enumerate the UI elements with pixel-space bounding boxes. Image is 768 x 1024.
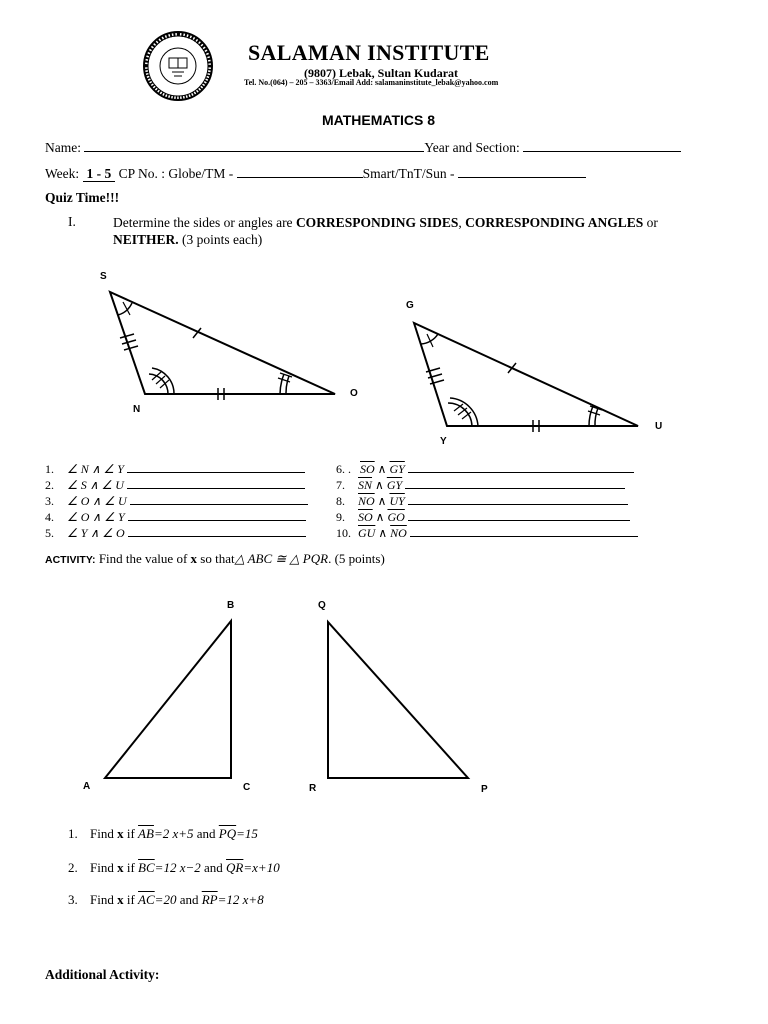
variable-x: x	[117, 860, 124, 875]
vertex-a-label: A	[83, 781, 91, 792]
and-text: and	[196, 826, 216, 841]
activity-text: Find the value of	[98, 551, 188, 566]
item-operator: ∧	[377, 462, 387, 476]
segment-b: $\overline{GO}$	[387, 510, 405, 524]
institute-seal-logo	[142, 30, 214, 102]
vertex-o-label: O	[350, 388, 358, 399]
find-text: Find	[90, 860, 114, 875]
answer-blank[interactable]	[405, 478, 625, 489]
smart-blank[interactable]	[458, 165, 586, 178]
institute-title: SALAMAN INSTITUTE	[248, 40, 490, 65]
item-number: 1.	[45, 462, 54, 476]
answer-blank[interactable]	[127, 462, 305, 473]
list-item	[68, 860, 280, 876]
item-number: 6. .	[336, 462, 351, 476]
vertex-r-label: R	[309, 783, 317, 794]
year-section-blank[interactable]	[523, 139, 681, 152]
activity-instruction	[45, 551, 385, 567]
cp-label: CP No. : Globe/TM -	[118, 166, 234, 181]
name-row	[45, 139, 681, 156]
segment-a: $\overline{SO}$	[358, 510, 373, 524]
segment-a: $\overline{SO}$	[360, 462, 375, 476]
item-number: 7.	[336, 478, 345, 492]
activity-label: ACTIVITY:	[45, 554, 96, 566]
item-text: ∠ O ∧ ∠ Y	[67, 510, 125, 524]
item-number: 1.	[68, 826, 78, 841]
segment-1: $\overline{AC}$	[138, 892, 155, 907]
segment-2: $\overline{RP}$	[201, 892, 218, 907]
segment-a: $\overline{SN}$	[358, 478, 373, 492]
item-number: 3.	[68, 892, 78, 907]
expression-1: =12 x−2	[154, 860, 201, 875]
item-operator: ∧	[378, 526, 388, 540]
item-operator: ∧	[375, 478, 384, 492]
neither-text: NEITHER.	[113, 232, 179, 247]
item-number: 2.	[68, 860, 78, 875]
corresponding-angles-text: CORRESPONDING ANGLES	[465, 215, 644, 230]
roman-numeral: I.	[68, 214, 76, 229]
answer-blank[interactable]	[408, 494, 628, 505]
vertex-n-label: N	[133, 404, 141, 415]
variable-x: x	[117, 826, 124, 841]
list-item	[68, 826, 258, 842]
segment-1: $\overline{BC}$	[138, 860, 155, 875]
item-number: 8.	[336, 494, 345, 508]
list-item	[336, 478, 625, 493]
item-number: 10.	[336, 526, 351, 540]
name-blank[interactable]	[84, 139, 424, 152]
list-item	[45, 462, 305, 477]
and-text: and	[204, 860, 223, 875]
expression-2: =15	[236, 826, 258, 841]
vertex-p-label: P	[481, 784, 488, 795]
quiz-heading: Quiz Time!!!	[45, 190, 120, 205]
answer-blank[interactable]	[410, 526, 638, 537]
cp-blank[interactable]	[237, 165, 363, 178]
answer-blank[interactable]	[128, 510, 306, 521]
activity-points: . (5 points)	[328, 551, 385, 566]
and-text: and	[179, 892, 199, 907]
list-item	[336, 526, 638, 541]
vertex-u-label: U	[655, 421, 663, 432]
vertex-q-label: Q	[318, 600, 326, 611]
smart-label: Smart/TnT/Sun -	[362, 166, 455, 181]
item-operator: ∧	[377, 494, 387, 508]
if-text: if	[126, 892, 135, 907]
item-number: 2.	[45, 478, 54, 492]
if-text: if	[126, 860, 135, 875]
expression-2: =12 x+8	[217, 892, 264, 907]
or-text: or	[646, 215, 658, 230]
variable-x: x	[117, 892, 124, 907]
if-text: if	[126, 826, 135, 841]
expression-1: =2 x+5	[153, 826, 194, 841]
list-item	[45, 478, 305, 493]
answer-blank[interactable]	[127, 478, 305, 489]
vertex-c-label: C	[243, 782, 251, 793]
week-label: Week:	[45, 166, 80, 181]
quiz-instruction	[113, 214, 733, 248]
expression-2: =x+10	[243, 860, 280, 875]
segment-a: $\overline{GU}$	[358, 526, 376, 540]
list-item	[45, 494, 308, 509]
find-text: Find	[90, 892, 114, 907]
points-text: (3 points each)	[182, 232, 263, 247]
instruction-text: Determine the sides or angles are	[113, 215, 293, 230]
triangle-qrp-diagram	[320, 612, 480, 787]
corresponding-sides-text: CORRESPONDING SIDES	[295, 215, 459, 230]
segment-1: $\overline{AB}$	[138, 826, 154, 841]
answer-blank[interactable]	[130, 494, 308, 505]
answer-blank[interactable]	[408, 510, 630, 521]
list-item	[336, 510, 630, 525]
find-text: Find	[90, 826, 114, 841]
segment-2: $\overline{QR}$	[226, 860, 244, 875]
item-text: ∠ O ∧ ∠ U	[67, 494, 127, 508]
vertex-b-label: B	[227, 600, 235, 611]
additional-activity-heading: Additional Activity:	[45, 967, 160, 982]
vertex-s-label: S	[100, 271, 107, 282]
activity-text-mid: so that	[200, 551, 235, 566]
list-item	[336, 462, 634, 477]
answer-blank[interactable]	[128, 526, 306, 537]
subject-title: MATHEMATICS 8	[322, 112, 436, 128]
vertex-y-label: Y	[440, 436, 447, 447]
item-text: ∠ Y ∧ ∠ O	[67, 526, 125, 540]
item-number: 4.	[45, 510, 54, 524]
answer-blank[interactable]	[408, 462, 634, 473]
segment-b: $\overline{GY}$	[386, 478, 403, 492]
item-number: 3.	[45, 494, 54, 508]
list-item	[45, 510, 306, 525]
item-text: ∠ N ∧ ∠ Y	[67, 462, 124, 476]
segment-2: $\overline{PQ}$	[218, 826, 237, 841]
segment-b: $\overline{UY}$	[389, 494, 405, 508]
triangle-gyu-diagram	[400, 310, 650, 440]
week-row	[45, 165, 586, 182]
list-item	[68, 892, 264, 908]
variable-x: x	[190, 551, 198, 566]
comma: ,	[458, 215, 462, 230]
segment-b: $\overline{NO}$	[390, 526, 407, 540]
name-label: Name:	[45, 140, 81, 155]
institute-address: (9807) Lebak, Sultan Kudarat	[304, 66, 459, 80]
segment-b: $\overline{GY}$	[389, 462, 405, 476]
list-item	[336, 494, 628, 509]
segment-a: $\overline{NO}$	[358, 494, 375, 508]
vertex-g-label: G	[406, 300, 414, 311]
triangle-sno-diagram	[90, 262, 380, 422]
list-item	[45, 526, 306, 541]
year-section-label: Year and Section:	[424, 140, 520, 155]
expression-1: =20	[154, 892, 177, 907]
item-operator: ∧	[375, 510, 385, 524]
triangle-abc-diagram	[95, 612, 245, 787]
item-text: ∠ S ∧ ∠ U	[67, 478, 124, 492]
week-value: 1 - 5	[83, 166, 116, 182]
institute-contact: Tel. No.(064) – 205 – 3363/Email Add: salamaninstitute_lebak@yahoo.com	[244, 78, 499, 87]
congruence-statement: △ ABC ≅ △ PQR	[234, 551, 329, 566]
item-number: 5.	[45, 526, 54, 540]
item-number: 9.	[336, 510, 345, 524]
